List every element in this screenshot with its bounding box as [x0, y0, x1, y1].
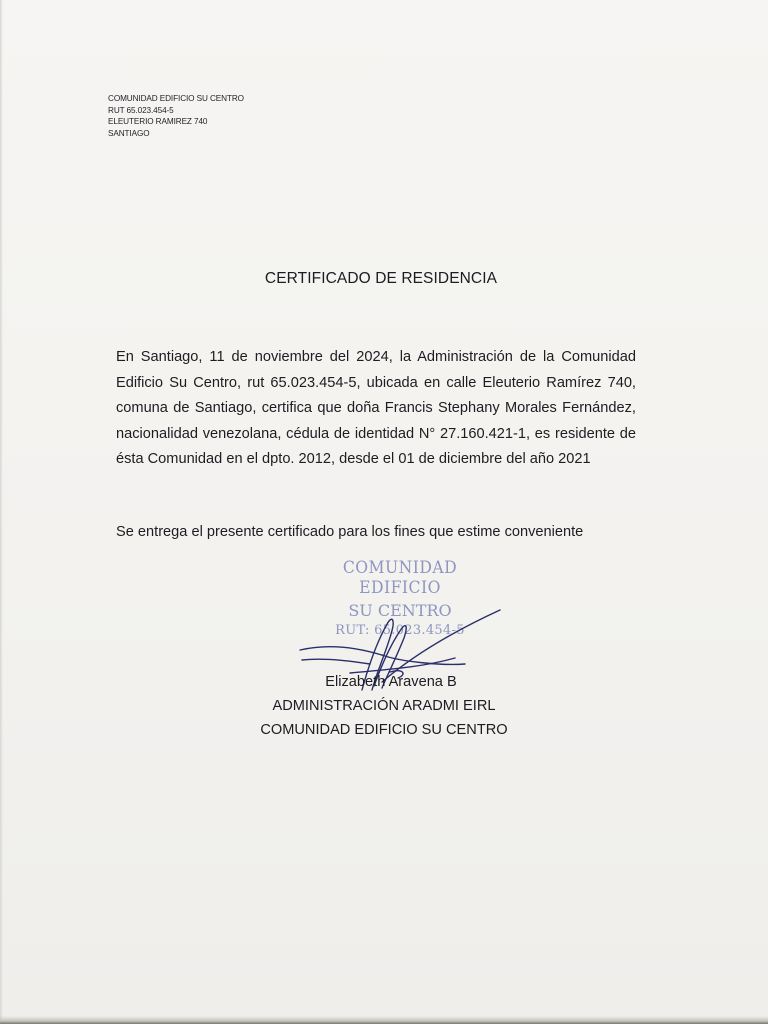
header-rut: RUT 65.023.454-5	[108, 105, 174, 115]
signatory-company: ADMINISTRACIÓN ARADMI EIRL	[272, 698, 496, 714]
signatory-community: COMUNIDAD EDIFICIO SU CENTRO	[260, 722, 508, 738]
signatory-name: Elizabeth Aravena B	[325, 674, 457, 690]
header-city: SANTIAGO	[108, 128, 150, 138]
paper-bottom-edge	[0, 1016, 768, 1024]
document-title	[0, 270, 768, 288]
header-address: ELEUTERIO RAMIREZ 740	[108, 117, 208, 126]
header-community-name: COMUNIDAD EDIFICIO SU CENTRO	[108, 94, 244, 103]
certificate-body: En Santiago, 11 de noviembre del 2024, la Administración de la Comunidad Edificio Su Centro, rut 65.023.454-5, ubicada en calle Eleuterio Ramírez 740, comuna de Santiago, certifica que doña Francis Stephany Morales Fernández, nacionalidad venezolana, cédula de identidad N° 27.160.421-1, es residente de ésta Comunidad en el dpto. 2012, desde el 01 de diciembre del año 2021	[116, 349, 636, 468]
document-title-text: CERTIFICADO DE RESIDENCIA	[264, 270, 498, 287]
paper-left-edge	[0, 0, 3, 1024]
closing-statement: Se entrega el presente certificado para los fines que estime conveniente	[116, 524, 584, 540]
official-stamp	[300, 558, 500, 638]
stamp-line-1: COMUNIDAD EDIFICIO	[342, 558, 458, 598]
signatory-block	[0, 670, 768, 742]
stamp-line-3: RUT: 65.023.454-5	[335, 623, 465, 638]
stamp-line-2: SU CENTRO	[348, 601, 452, 620]
sender-header	[108, 93, 244, 139]
